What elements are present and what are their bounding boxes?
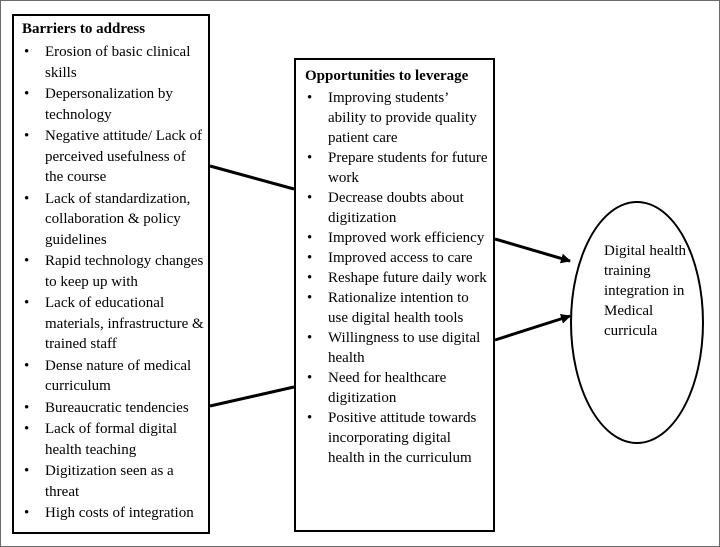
barriers-title: Barriers to address xyxy=(22,21,146,37)
opportunity-item: • Prepare students for future work xyxy=(305,148,489,188)
opportunities-title: Opportunities to leverage xyxy=(305,68,469,84)
barrier-item: • Digitization seen as a threat xyxy=(22,461,204,502)
barriers-lower-connector xyxy=(210,387,294,406)
opportunity-item: • Rationalize intention to use digital health tools xyxy=(305,288,489,328)
barrier-item: • Erosion of basic clinical skills xyxy=(22,42,204,83)
opportunity-item: • Decrease doubts about digitization xyxy=(305,188,489,228)
opportunity-item: • Willingness to use digital health xyxy=(305,328,489,368)
opportunities-upper-arrow xyxy=(495,239,570,261)
barriers-list xyxy=(22,42,204,524)
opportunity-item: • Reshape future daily work xyxy=(305,268,489,288)
opportunities-list xyxy=(305,88,489,468)
barrier-item: • Rapid technology changes to keep up with xyxy=(22,251,204,292)
barrier-item: • Lack of formal digital health teaching xyxy=(22,419,204,460)
opportunity-item: • Improved work efficiency xyxy=(305,228,489,248)
outcome-label: Digital health training integration in Medical curricula xyxy=(604,243,687,339)
opportunity-item: • Improved access to care xyxy=(305,248,489,268)
opportunities-lower-arrow xyxy=(495,316,570,340)
opportunities-box xyxy=(294,58,495,532)
opportunity-item: • Positive attitude towards incorporating digital health in the curriculum xyxy=(305,408,489,468)
opportunity-item: • Improving students’ ability to provide quality patient care xyxy=(305,88,489,148)
barrier-item: • Bureaucratic tendencies xyxy=(22,398,204,419)
outcome-ellipse xyxy=(570,201,704,444)
barriers-box xyxy=(12,14,210,534)
opportunity-item: • Need for healthcare digitization xyxy=(305,368,489,408)
barriers-upper-connector xyxy=(210,166,294,189)
barrier-item: • High costs of integration xyxy=(22,503,204,524)
barrier-item: • Lack of educational materials, infrastructure & trained staff xyxy=(22,293,204,355)
barrier-item: • Negative attitude/ Lack of perceived usefulness of the course xyxy=(22,126,204,188)
barrier-item: • Depersonalization by technology xyxy=(22,84,204,125)
barrier-item: • Lack of standardization, collaboration & policy guidelines xyxy=(22,189,204,251)
barrier-item: • Dense nature of medical curriculum xyxy=(22,356,204,397)
